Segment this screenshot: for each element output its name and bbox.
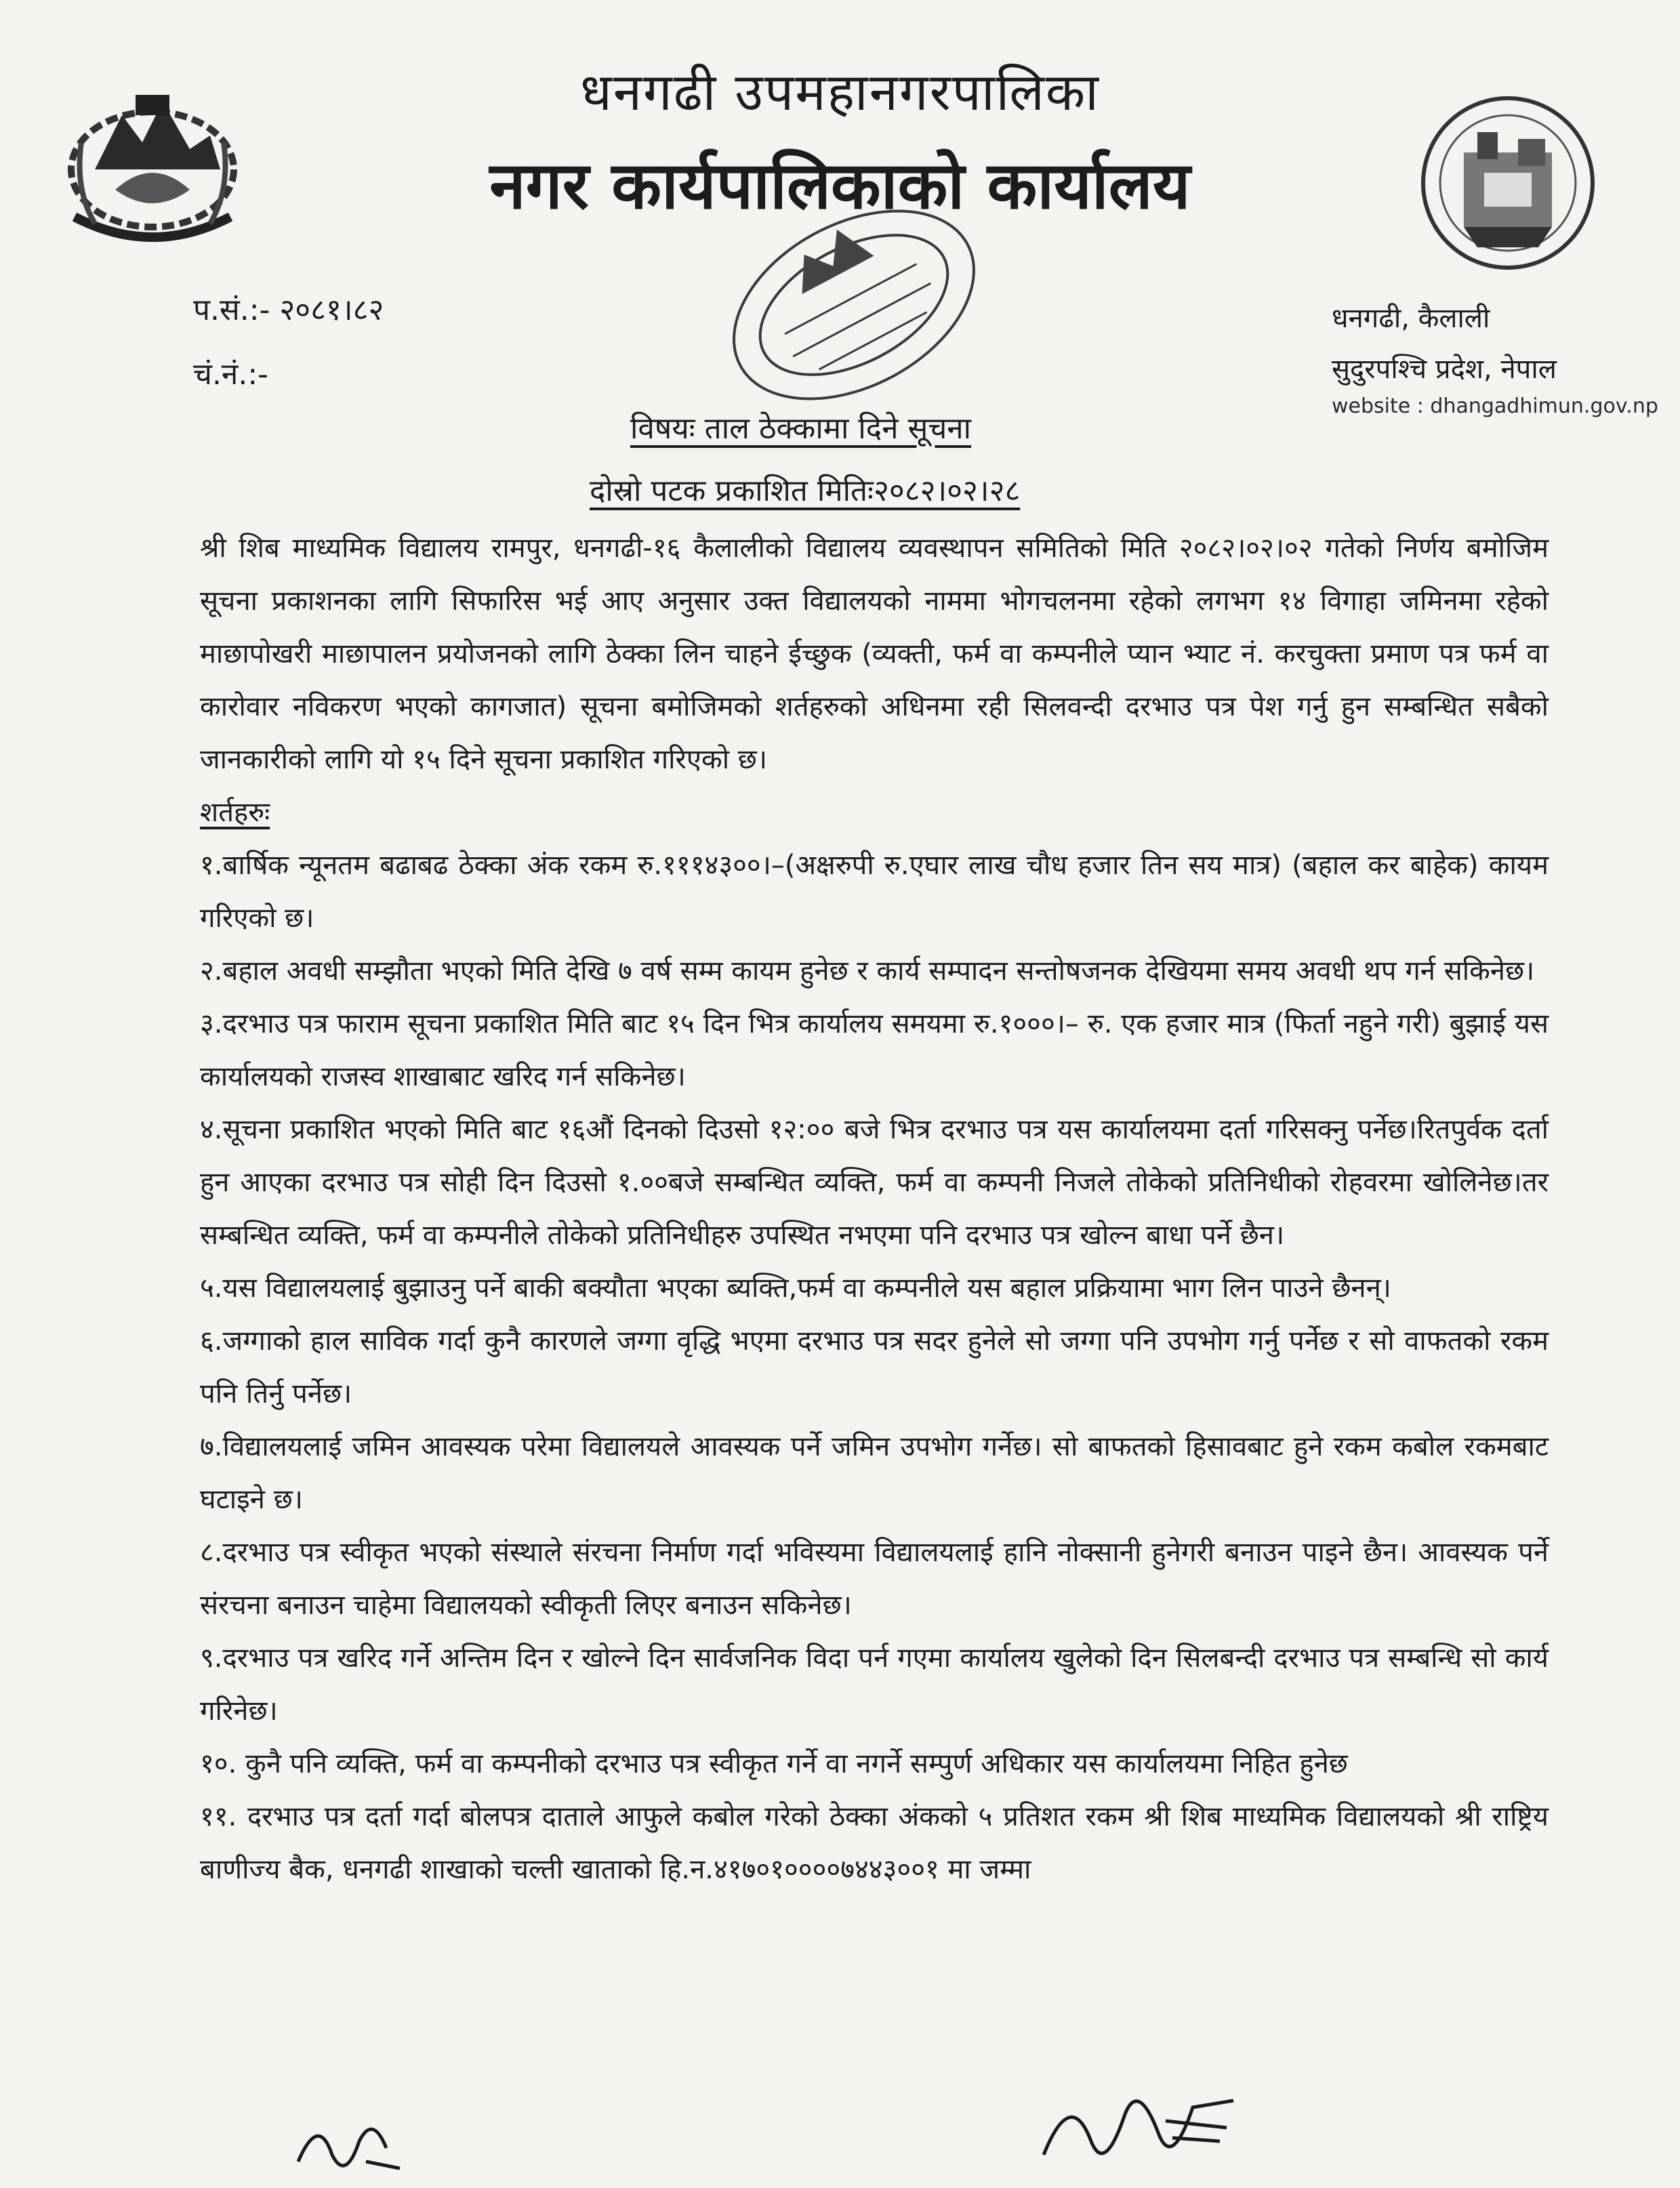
- website-text: website : dhangadhimun.gov.np: [1332, 394, 1658, 418]
- terms-heading: शर्तहरुः: [200, 797, 270, 828]
- term-item: ५.यस विद्यालयलाई बुझाउनु पर्ने बाकी बक्यौता भएका ब्यक्ति,फर्म वा कम्पनीले यस बहाल प्रक्रियामा भाग लिन पाउने छैनन्।: [200, 1273, 1391, 1304]
- term-item: १.बार्षिक न्यूनतम बढाबढ ठेक्का अंक रकम रु.१११४३००।–(अक्षरुपी रु.एघार लाख चौध हजार तिन सय मात्र) (बहाल कर बाहेक) कायम गरिएको छ।: [200, 850, 1549, 934]
- address-line1: धनगढी, कैलाली: [1332, 303, 1490, 334]
- signature-right-icon: [1030, 2073, 1247, 2182]
- term-item: १०. कुनै पनि व्यक्ति, फर्म वा कम्पनीको दरभाउ पत्र स्वीकृत गर्ने वा नगर्ने सम्पुर्ण अधिकार यस कार्यालयमा निहित हुनेछ: [200, 1748, 1348, 1779]
- publish-date-line: दोस्रो पटक प्रकाशित मितिः२०८२।०२।२८: [590, 474, 1021, 508]
- term-item: ७.विद्यालयलाई जमिन आवस्यक परेमा विद्यालयले आवस्यक पर्ने जमिन उपभोग गर्नेछ। सो बाफतको हिसावबाट हुने रकम कबोल रकमबाट घटाइने छ।: [200, 1431, 1549, 1515]
- dispatch-number: चं.नं.:-: [193, 357, 269, 392]
- reference-number: प.सं.:- २०८१।८२: [193, 293, 384, 327]
- term-item: ६.जग्गाको हाल साविक गर्दा कुनै कारणले जग्गा वृद्धि भएमा दरभाउ पत्र सदर हुनेले सो जग्गा पनि उपभोग गर्नु पर्नेछ र सो वाफतको रकम पनि तिर्नु पर्नेछ।: [200, 1325, 1549, 1409]
- term-item: ४.सूचना प्रकाशित भएको मिति बाट १६औं दिनको दिउसो १२:०० बजे भित्र दरभाउ पत्र यस कार्यालयमा दर्ता गरिसक्नु पर्नेछ।रितपुर्वक दर्ता हुन आएका दरभाउ पत्र सोही दिन दिउसो १.००बजे सम्बन्धित व्यक्ति, फर्म वा कम्पनी निजले तोकेको प्रतिनिधीको रोहवरमा खोलिनेछ।तर सम्बन्धित व्यक्ति, फर्म वा कम्पनीले तोकेको प्रतिनिधीहरु उपस्थित नभएमा पनि दरभाउ पत्र खोल्न बाधा पर्ने छैन।: [200, 1114, 1549, 1251]
- term-item: ११. दरभाउ पत्र दर्ता गर्दा बोलपत्र दाताले आफुले कबोल गरेको ठेक्का अंकको ५ प्रतिशत रकम श्री शिब माध्यमिक विद्यालयको श्री राष्ट्रिय बाणीज्य बैक, धनगढी शाखाको चल्ती खाताको हि.न.४१७०१००००७४४३००१ मा जम्मा: [200, 1801, 1549, 1885]
- notice-body: [200, 522, 1549, 1896]
- office-stamp-icon: [712, 197, 996, 413]
- term-item: ८.दरभाउ पत्र स्वीकृत भएको संस्थाले संरचना निर्माण गर्दा भविस्यमा विद्यालयलाई हानि नोक्सानी हुनेगरी बनाउन पाइने छैन। आवस्यक पर्ने संरचना बनाउन चाहेमा विद्यालयको स्वीकृती लिएर बनाउन सकिनेछ।: [200, 1537, 1549, 1621]
- intro-paragraph: श्री शिब माध्यमिक विद्यालय रामपुर, धनगढी-१६ कैलालीको विद्यालय व्यवस्थापन समितिको मिति २०८२।०२।०२ गतेको निर्णय बमोजिम सूचना प्रकाशनका लागि सिफारिस भई आए अनुसार उक्त विद्यालयको नाममा भोगचलनमा रहेको लगभग १४ विगाहा जमिनमा रहेको माछापोखरी माछापालन प्रयोजनको लागि ठेक्का लिन चाहने ईच्छुक (व्यक्ती, फर्म वा कम्पनीले प्यान भ्याट नं. करचुक्ता प्रमाण पत्र फर्म वा कारोवार नविकरण भएको कागजात) सूचना बमोजिमको शर्तहरुको अधिनमा रही सिलवन्दी दरभाउ पत्र पेश गर्नु हुन सम्बन्धित सबैको जानकारीको लागि यो १५ दिने सूचना प्रकाशित गरिएको छ।: [200, 533, 1549, 775]
- term-item: ३.दरभाउ पत्र फाराम सूचना प्रकाशित मिति बाट १५ दिन भित्र कार्यालय समयमा रु.१०००।– रु. एक हजार मात्र (फिर्ता नहुने गरी) बुझाई यस कार्यालयको राजस्व शाखाबाट खरिद गर्न सकिनेछ।: [200, 1008, 1549, 1092]
- office-name-line2: नगर कार्यपालिकाको कार्यालय: [489, 148, 1191, 224]
- notice-subject: विषयः ताल ठेक्कामा दिने सूचना: [630, 411, 972, 446]
- office-name-line1: धनगढी उपमहानगरपालिका: [580, 62, 1100, 122]
- term-item: ९.दरभाउ पत्र खरिद गर्ने अन्तिम दिन र खोल्ने दिन सार्वजनिक विदा पर्न गएमा कार्यालय खुलेको दिन सिलबन्दी दरभाउ पत्र सम्बन्धि सो कार्य गरिनेछ।: [200, 1643, 1549, 1727]
- term-item: २.बहाल अवधी सम्झौता भएको मिति देखि ७ वर्ष सम्म कायम हुनेछ र कार्य सम्पादन सन्तोषजनक देखियमा समय अवधी थप गर्न सकिनेछ।: [200, 955, 1535, 987]
- signature-left-icon: [285, 2101, 420, 2182]
- address-line2: सुदुरपश्चि प्रदेश, नेपाल: [1332, 354, 1557, 385]
